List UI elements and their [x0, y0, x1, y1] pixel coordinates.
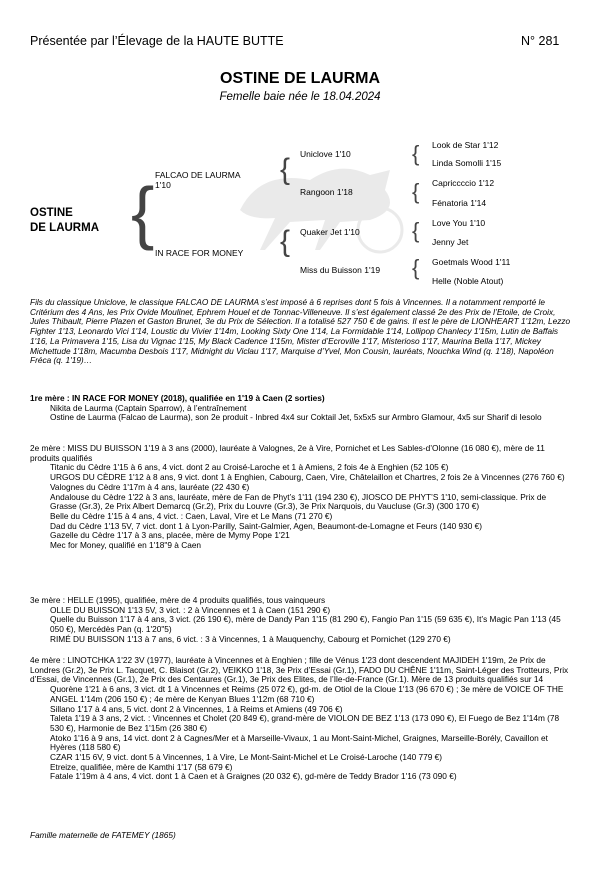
- pedigree-dds: Goetmals Wood 1'11: [432, 257, 511, 267]
- pedigree-horse-name-line2: DE LAURMA: [30, 222, 99, 234]
- mother-2-heading: 2e mère : MISS DU BUISSON 1'19 à 3 ans (2000), lauréate à Valognes, 2e à Vire, Pornichet et Les Sables-d’Olonne (16 080 €), mère de 11 produits qualifiés: [30, 443, 545, 463]
- pedigree-sds: Capriccccio 1'12: [432, 178, 495, 188]
- pedigree-dd: Miss du Buisson 1'19: [300, 265, 381, 275]
- mother-1-product: Nikita de Laurma (Captain Sparrow), à l’entraînement: [50, 402, 247, 413]
- famille-maternelle: Famille maternelle de FATEMEY (1865): [30, 830, 176, 840]
- mother-1-section: [30, 394, 575, 423]
- brace-main: {: [131, 173, 155, 251]
- mother-4-product: CZAR 1'15 6V, 9 vict. dont 5 à Vincennes, 1 à Vire, Le Mont-Saint-Michel et Le Croisé-Laroche (140 779 €): [50, 752, 443, 763]
- mother-3-product: OLLE DU BUISSON 1'13 5V, 3 vict. : 2 à Vincennes et 1 à Caen (151 290 €): [50, 604, 331, 615]
- pedigree-ds: Quaker Jet 1'10: [300, 227, 360, 237]
- pedigree-sss: Look de Star 1'12: [432, 140, 499, 150]
- mother-1-product: Ostine de Laurma (Falcao de Laurma), son 2e produit - Inbred 4x4 sur Coktail Jet, 5x5x5 sur Armbro Glamour, 4x5 sur Sharif di Iesolo: [50, 412, 542, 423]
- mother-2-product: Andalouse du Cèdre 1'22 à 3 ans, lauréate, mère de Fan de Phyt’s 1'11 (194 230 €), JIOSCO DE PHYT’S 1'10, semi-classique. Prix de Grasse (Gr.3), 2e Prix Albert Demarcq (Gr.2), Prix du Louvre (Gr.3), 3e Prix Narquois, du Vaucluse (Gr.3) (300 170 €): [50, 491, 547, 512]
- pedigree-dss: Love You 1'10: [432, 218, 486, 228]
- pedigree-sire-record: 1'10: [155, 180, 171, 190]
- mother-4-heading: 4e mère : LINOTCHKA 1'22 3V (1977), lauréate à Vincennes et à Enghien ; fille de Vénus 1'23 dont descendent MAJIDEH 1'19m, 2e Prix de Londres (Gr.2), 3e Prix L. Tacquet, C. Blaisot (Gr.2), VEIKKO 1'18, 3e Prix d’Essai (Gr.1), FADO DU CHÊNE 1'11m, Saint-Léger des Trotteurs, Prix d’Essai, de Vincennes (Gr.1), 2e Prix des Centaures (Gr.1), 3e Prix des Elites, de l’Ile-de-France (Gr.1). Mère de 13 produits qualifiés sur 14: [30, 655, 569, 685]
- mother-2-section: [30, 444, 575, 551]
- pedigree-dsd: Jenny Jet: [432, 237, 469, 247]
- mother-3-heading: 3e mère : HELLE (1995), qualifiée, mère de 4 produits qualifiés, tous vainqueurs: [30, 595, 326, 605]
- mother-4-product: Fatale 1'19m à 4 ans, 4 vict. dont 1 à Caen et à Graignes (20 032 €), gd-mère de Teddy Brador 1'16 (73 090 €): [50, 771, 457, 782]
- mother-3-product: RIMÉ DU BUISSON 1'13 à 7 ans, 6 vict. : 3 à Vincennes, 1 à Mauquenchy, Cabourg et Pornichet (129 270 €): [50, 633, 451, 644]
- mother-2-product: Dad du Cèdre 1'13 5V, 7 vict. dont 1 à Lyon-Parilly, Saint-Galmier, Agen, Beaumont-de-Lomagne et Feurs (140 930 €): [50, 520, 483, 531]
- sulky-watermark-icon: [220, 150, 420, 260]
- mother-4-product: Etreize, qualifiée, mère de Kamthi 1'17 (58 679 €): [50, 761, 233, 772]
- pedigree-ss: Uniclove 1'10: [300, 149, 351, 159]
- pedigree-ddd: Helle (Noble Atout): [432, 276, 504, 286]
- mother-2-product: Valognes du Cèdre 1'17m à 4 ans, lauréate (22 430 €): [50, 481, 250, 492]
- mother-4-section: [30, 656, 575, 782]
- pedigree-sd: Rangoon 1'18: [300, 187, 353, 197]
- horse-title: OSTINE DE LAURMA: [220, 70, 380, 87]
- brace-sire: {: [280, 153, 291, 186]
- mother-2-product: Gazelle du Cèdre 1'17 à 3 ans, placée, mère de Mymy Pope 1'21: [50, 530, 290, 541]
- mother-4-product: Quorène 1'21 à 6 ans, 3 vict. dt 1 à Vincennes et Reims (25 072 €), gd-m. de Otiol de la Cloue 1'13 (96 670 €) ; 3e mère de VOICE OF THE ANGEL 1'14m (206 150 €) ; 4e mère de Kenyan Blues 1'12m (68 710 €): [50, 684, 564, 704]
- mother-2-product: Belle du Cèdre 1'15 à 4 ans, 4 vict. : Caen, Laval, Vire et Le Mans (71 270 €): [50, 510, 333, 521]
- mother-4-product: Taleta 1'19 à 3 ans, 2 vict. : Vincennes et Cholet (20 849 €), grand-mère de VIOLON DE BEZ 1'13 (173 090 €), El Fuego de Bez 1'14m (78 530 €), Harmonie de Bez 1'15m (26 380 €): [50, 713, 560, 733]
- catalog-number: N° 281: [521, 34, 560, 48]
- presenter-text: Présentée par l’Élevage de la HAUTE BUTTE: [30, 34, 284, 48]
- mother-3-product: Quelle du Buisson 1'17 à 4 ans, 3 vict. (26 190 €), mère de Dandy Pan 1'15 (81 290 €), Fangio Pan 1'15 (59 635 €), It’s Magic Pan 1'13 (45 050 €), Mercédès Pan (q. 1'20"5): [50, 614, 561, 635]
- mother-4-product: Sillano 1'17 à 4 ans, 5 vict. dont 2 à Vincennes, 1 à Reims et Amiens (49 706 €): [50, 703, 343, 714]
- brace-ds: {: [412, 218, 420, 243]
- mother-2-product: Titanic du Cèdre 1'15 à 6 ans, 4 vict. dont 2 au Croisé-Laroche et 1 à Amiens, 2 fois 4e à Enghien (52 105 €): [50, 462, 449, 473]
- mother-4-product: Atoko 1'16 à 9 ans, 14 vict. dont 2 à Cagnes/Mer et à Marseille-Vivaux, 1 au Mont-Saint-Michel, Graignes, Marseille-Borély, Cavaillon et Hyères (118 580 €): [50, 732, 548, 753]
- pedigree-dam: IN RACE FOR MONEY: [155, 248, 244, 258]
- horse-subtitle: Femelle baie née le 18.04.2024: [219, 91, 381, 103]
- brace-dd: {: [412, 255, 420, 280]
- mother-3-section: [30, 596, 575, 645]
- brace-sd: {: [412, 179, 420, 204]
- mother-2-product: Mec for Money, qualifié en 1'18"9 à Caen: [50, 540, 202, 551]
- pedigree-sdd: Fénatoria 1'14: [432, 198, 487, 208]
- brace-dam: {: [280, 225, 291, 258]
- pedigree-horse-name-line1: OSTINE: [30, 207, 73, 219]
- mother-1-heading: 1re mère : IN RACE FOR MONEY (2018), qualifiée en 1'19 à Caen (2 sorties): [30, 393, 325, 403]
- pedigree-ssd: Linda Somolli 1'15: [432, 158, 502, 168]
- mother-2-product: URGOS DU CÈDRE 1'12 à 8 ans, 9 vict. dont 1 à Enghien, Cabourg, Caen, Vire, Châtelaillon et Chartres, 2 fois 2e à Vincennes (276 760 €): [50, 472, 565, 483]
- brace-ss: {: [412, 141, 420, 166]
- intro-paragraph: Fils du classique Uniclove, le classique FALCAO DE LAURMA s’est imposé à 6 reprises dont 5 fois à Vincennes. Il a notamment remporté le Critérium des 4 Ans, les Prix Ovide Moulinet, Ephrem Houel et de Tonnac-Villeneuve. Il s’est également classé 2e des Prix de l’Etoile, de Croix, Jules Thibault, Pierre Plazen et Gaston Brunet, 3e du Prix de Sélection. Il a totalisé 527 750 € de gains. Il est le père de LIONHEART 1'12m, Lezzo Fighter 1'13, Leonardo Vici 1'14, Loustic du Vivier 1'14m, Looking Sixty One 1'14, La Formidable 1'14, Lollipop Chanlecy 1'15m, Lutin de Baffais 1'16, La Primavera 1'15, Lisa du Vignac 1'15, My Black Cadence 1'15m, Mister d’Ecroville 1'17, Misterioso 1'17, Maurina Bella 1'17, Mickey Michettude 1'18m, Macumba Desbois 1'17, Midnight du Viclau 1'17, Marquise d’Yvel, Mon Cousin, lauréats, Nouchka Wind (q. 1'18), Napoléon Fréca (q. 1'19)…: [30, 297, 571, 366]
- pedigree-sire: FALCAO DE LAURMA: [155, 170, 241, 180]
